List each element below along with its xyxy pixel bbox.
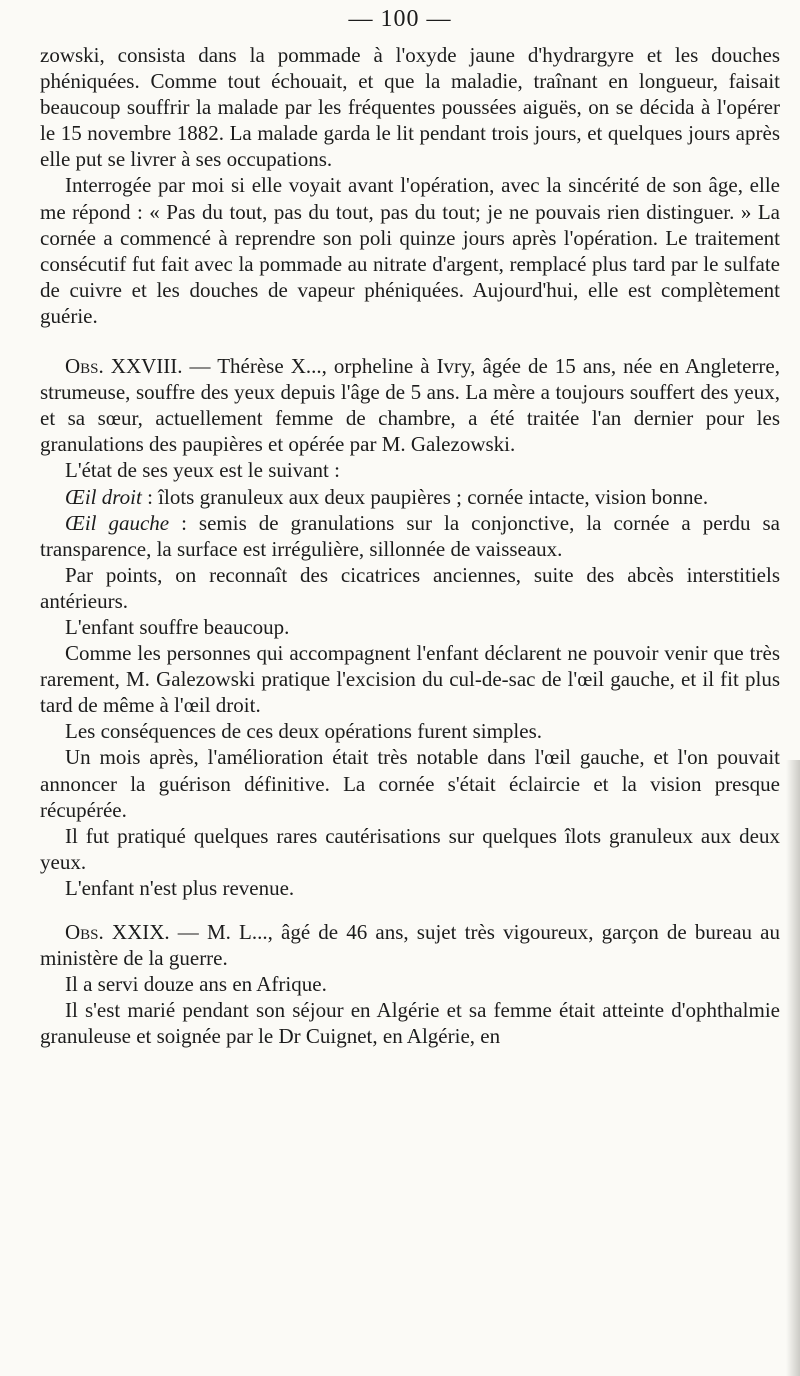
oeil-droit-label: Œil droit (65, 484, 142, 509)
paragraph-enfant-souffre: L'enfant souffre beaucoup. (65, 614, 290, 639)
page-number: — 100 — (348, 6, 452, 32)
observation-29-label: Obs. XXIX. (65, 920, 170, 944)
oeil-gauche-text: : semis de granulations sur la conjonctive, la cornée a perdu sa transparence, la surface est irrégulière, sillonnée de vaisseaux. (40, 510, 780, 561)
page-edge-shadow (786, 760, 800, 1376)
paragraph-interrogation: Interrogée par moi si elle voyait avant l'opération, avec la sincérité de son âge, elle me répond : « Pas du tout, pas du tout, pas du tout; je ne pouvais rien distinguer. » La cornée a commencé à reprendre son poli quinze jours après l'opération. Le traitement consécutif fut fait avec la pommade au nitrate d'argent, remplacé plus tard par le sulfate de cuivre et les douches de vapeur phéniquées. Aujourd'hui, elle est complètement guérie. (40, 173, 780, 328)
paragraph-cauterisations: Il fut pratiqué quelques rares cautérisations sur quelques îlots granuleux aux deux yeux. (40, 823, 780, 874)
paragraph-consequences: Les conséquences de ces deux opérations furent simples. (65, 719, 543, 744)
observation-28 (40, 353, 780, 457)
oeil-gauche-label: Œil gauche (65, 510, 170, 535)
oeil-droit-text: : îlots granuleux aux deux paupières ; cornée intacte, vision bonne. (141, 484, 709, 509)
paragraph-afrique: Il a servi douze ans en Afrique. (65, 972, 327, 997)
paragraph-non-revenue: L'enfant n'est plus revenue. (65, 875, 295, 900)
paragraph-marie: Il s'est marié pendant son séjour en Algérie et sa femme était atteinte d'ophthalmie granuleuse et soignée par le Dr Cuignet, en Algérie, en (40, 998, 780, 1049)
observation-28-text: — Thérèse X..., orpheline à Ivry, âgée de 15 ans, née en Angleterre, strumeuse, souffre des yeux depuis l'âge de 5 ans. La mère a toujours souffert des yeux, et sa sœur, actuellement femme de chambre, a été traitée l'an dernier pour les granulations des paupières et opérée par M. Galezowski. (40, 354, 780, 457)
paragraph-oeil-droit (40, 484, 780, 510)
paragraph-cicatrices: Par points, on reconnaît des cicatrices anciennes, suite des abcès interstitiels antérieurs. (40, 562, 780, 613)
paragraph-etat-yeux: L'état de ses yeux est le suivant : (65, 458, 340, 483)
paragraph-excision: Comme les personnes qui accompagnent l'enfant déclarent ne pouvoir venir que très rarement, M. Galezowski pratique l'excision du cul-de-sac de l'œil gauche, et il fit plus tard de même à l'œil droit. (40, 641, 780, 718)
body-text (40, 42, 780, 1049)
observation-29-text: — M. L..., âgé de 46 ans, sujet très vigoureux, garçon de bureau au ministère de la guerre. (40, 920, 780, 971)
observation-29 (40, 919, 780, 971)
paragraph-continuation: zowski, consista dans la pommade à l'oxyde jaune d'hydrargyre et les douches phéniquées. Comme tout échouait, et que la maladie, traînant en longueur, faisait beaucoup souffrir la malade par les fréquentes poussées aiguës, on se décida à l'opérer le 15 novembre 1882. La malade garda le lit pendant trois jours, et quelques jours après elle put se livrer à ses occupations. (40, 43, 780, 172)
observation-28-label: Obs. XXVIII. (65, 354, 183, 379)
paragraph-oeil-gauche (40, 510, 780, 562)
paragraph-amelioration: Un mois après, l'amélioration était très notable dans l'œil gauche, et l'on pouvait annoncer la guérison définitive. La cornée s'était éclaircie et la vision presque récupérée. (40, 745, 780, 822)
